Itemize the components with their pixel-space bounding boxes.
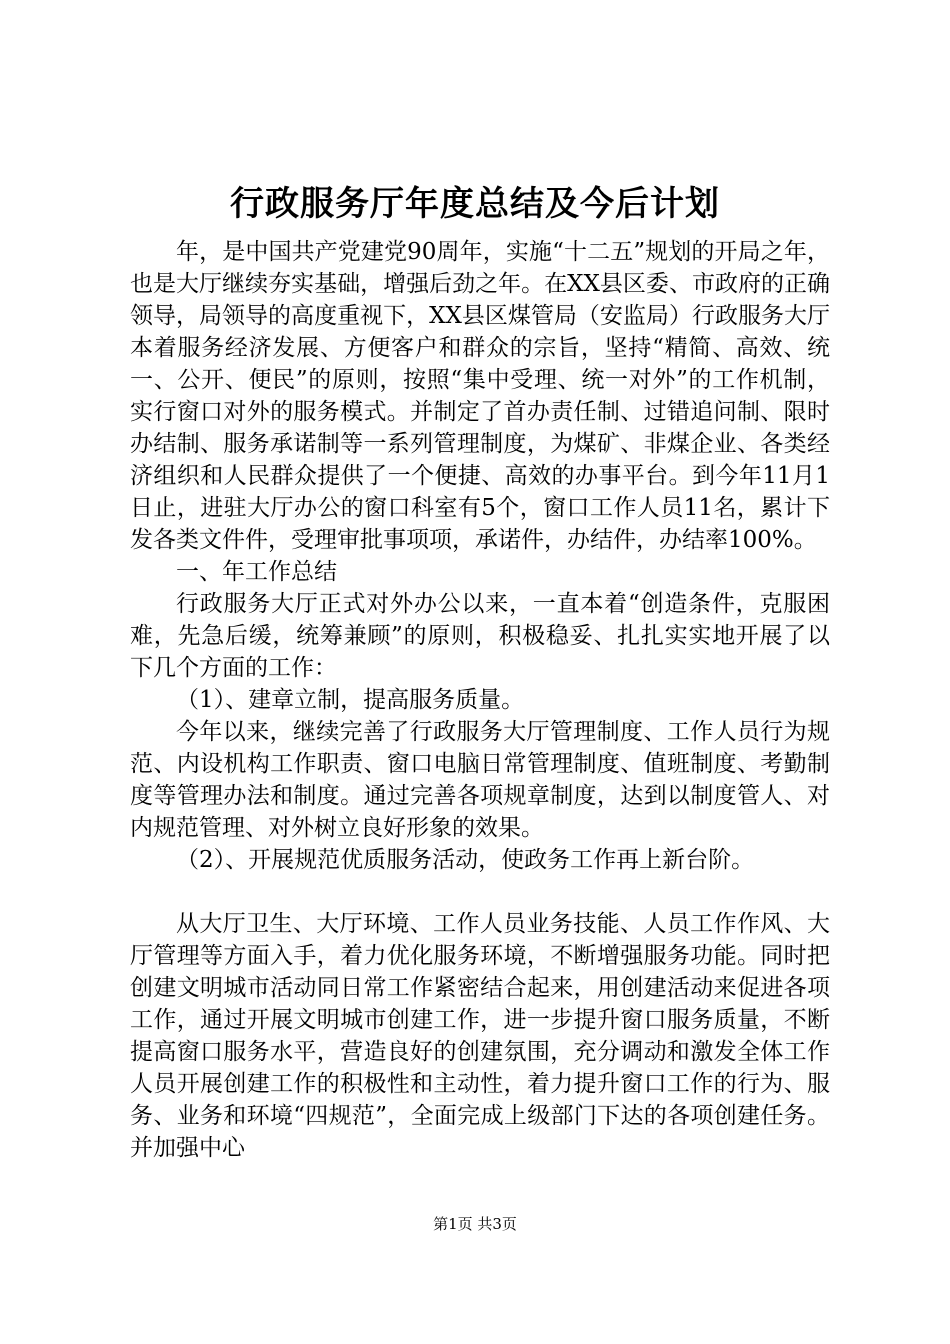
paragraph-service: 从大厅卫生、大厅环境、工作人员业务技能、人员工作作风、大厅管理等方面入手，着力优化服务环境，不断增强服务功能。同时把创建文明城市活动同日常工作紧密结合起来，用创建活动来促进各项工作，通过开展文明城市创建工作，进一步提升窗口服务质量，不断提高窗口服务水平，营造良好的创建氛围，充分调动和激发全体工作人员开展创建工作的积极性和主动性，着力提升窗口工作的行为、服务、业务和环境“四规范”，全面完成上级部门下达的各项创建任务。并加强中心 [130, 911, 830, 1161]
paragraph-rules: 今年以来，继续完善了行政服务大厅管理制度、工作人员行为规范、内设机构工作职责、窗口电脑日常管理制度、值班制度、考勤制度等管理办法和制度。通过完善各项规章制度，达到以制度管人、对内规范管理、对外树立良好形象的效果。 [130, 719, 830, 841]
subheading-rules: （1）、建章立制，提高服务质量。 [176, 687, 525, 713]
paragraph-principles: 行政服务大厅正式对外办公以来，一直本着“创造条件，克服困难，先急后缓，统筹兼顾”的原则，积极稳妥、扎扎实实地开展了以下几个方面的工作： [130, 591, 830, 681]
page-footer: 第1页 共3页 [433, 1215, 517, 1233]
document-body [130, 236, 830, 1164]
subheading-service: （2）、开展规范优质服务活动，使政务工作再上新台阶。 [176, 847, 755, 873]
paragraph-intro: 年，是中国共产党建党90周年，实施“十二五”规划的开局之年，也是大厅继续夯实基础，增强后劲之年。在XX县区委、市政府的正确领导，局领导的高度重视下，XX县区煤管局（安监局）行政服务大厅本着服务经济发展、方便客户和群众的宗旨，坚持“精简、高效、统一、公开、便民”的原则，按照“集中受理、统一对外”的工作机制，实行窗口对外的服务模式。并制定了首办责任制、过错追问制、限时办结制、服务承诺制等一系列管理制度，为煤矿、非煤企业、各类经济组织和人民群众提供了一个便捷、高效的办事平台。到今年11月1日止，进驻大厅办公的窗口科室有5个，窗口工作人员11名，累计下发各类文件件，受理审批事项项，承诺件，办结件，办结率100%。 [130, 239, 830, 553]
blank-line [130, 876, 830, 908]
document-title: 行政服务厅年度总结及今后计划 [230, 184, 720, 224]
section-heading-summary: 一、年工作总结 [176, 559, 337, 585]
